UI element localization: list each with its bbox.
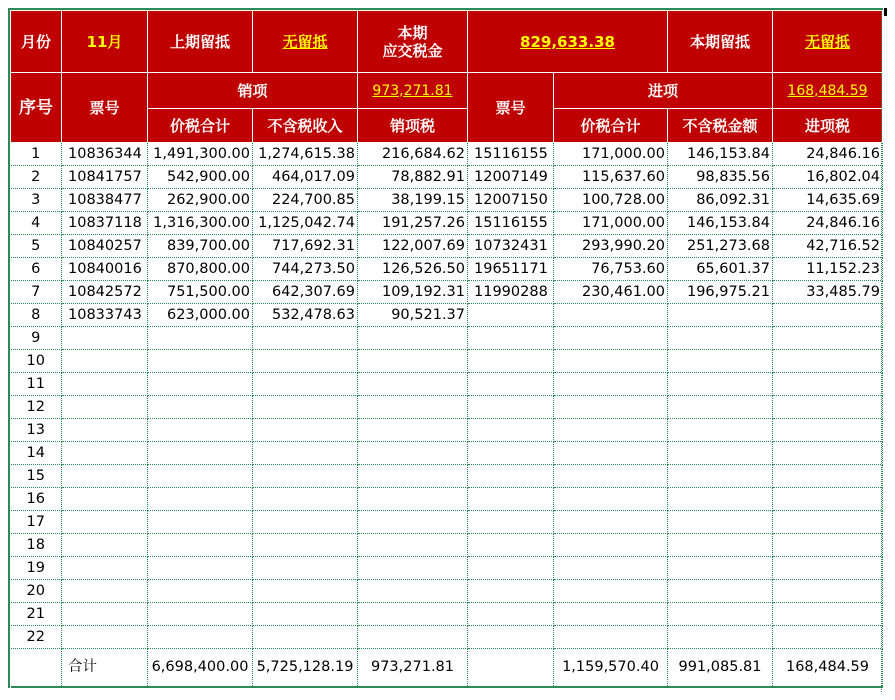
seq-header: 序号 [11, 73, 62, 143]
sales-invoice-cell[interactable] [62, 557, 148, 580]
purchase-gross-cell[interactable] [554, 465, 668, 488]
seq-cell[interactable]: 15 [11, 465, 62, 488]
table-row [11, 396, 883, 419]
sales-invoice-cell[interactable] [62, 327, 148, 350]
sales-net-cell[interactable]: 642,307.69 [253, 281, 358, 304]
header-block [11, 11, 883, 143]
sales-invoice-cell[interactable] [62, 465, 148, 488]
purchase-tax-cell[interactable] [773, 511, 883, 534]
purchase-invoice-cell[interactable]: 15116155 [468, 143, 554, 166]
sales-net-cell[interactable]: 532,478.63 [253, 304, 358, 327]
seq-cell[interactable]: 12 [11, 396, 62, 419]
sales-tax-cell[interactable] [358, 442, 468, 465]
purchase-gross-cell[interactable] [554, 511, 668, 534]
sales-tax-cell[interactable]: 109,192.31 [358, 281, 468, 304]
sales-tax-cell[interactable]: 126,526.50 [358, 258, 468, 281]
table-row [11, 258, 883, 281]
purchase-net-cell[interactable]: 86,092.31 [668, 189, 773, 212]
payable-value[interactable]: 829,633.38 [468, 11, 668, 73]
payable-label-line1: 本期 [397, 23, 428, 42]
purchase-invoice-cell[interactable] [468, 327, 554, 350]
totals-block [11, 649, 883, 688]
sales-net-cell[interactable] [253, 626, 358, 649]
sales-tax-cell[interactable] [358, 327, 468, 350]
purchase-invoice-cell[interactable] [468, 580, 554, 603]
purchase-invoice-cell[interactable] [468, 557, 554, 580]
seq-cell[interactable]: 10 [11, 350, 62, 373]
sales-gross-cell[interactable]: 623,000.00 [148, 304, 253, 327]
sales-tax-cell[interactable] [358, 465, 468, 488]
sales-gross-cell[interactable]: 262,900.00 [148, 189, 253, 212]
table-row [11, 304, 883, 327]
seq-cell[interactable]: 17 [11, 511, 62, 534]
sales-tax-cell[interactable] [358, 557, 468, 580]
purchase-net-cell[interactable]: 251,273.68 [668, 235, 773, 258]
purchase-group-header: 进项 [554, 73, 773, 109]
purchase-gross-cell[interactable] [554, 603, 668, 626]
purchase-invoice-cell[interactable]: 11990288 [468, 281, 554, 304]
sales-gross-cell[interactable] [148, 511, 253, 534]
sales-group-header: 销项 [148, 73, 358, 109]
purchase-gross-cell[interactable] [554, 373, 668, 396]
sales-tax-cell[interactable]: 122,007.69 [358, 235, 468, 258]
sales-net-cell[interactable] [253, 327, 358, 350]
curr-credit-value[interactable]: 无留抵 [773, 11, 883, 73]
sales-net-cell[interactable]: 1,125,042.74 [253, 212, 358, 235]
table-row [11, 212, 883, 235]
table-row [11, 281, 883, 304]
seq-cell[interactable]: 11 [11, 373, 62, 396]
sales-gross-cell[interactable] [148, 580, 253, 603]
sales-gross-cell[interactable] [148, 396, 253, 419]
total-sales-gross[interactable]: 6,698,400.00 [148, 649, 253, 688]
sales-gross-cell[interactable] [148, 373, 253, 396]
purchase-tax-cell[interactable] [773, 580, 883, 603]
sales-invoice-cell[interactable] [62, 442, 148, 465]
purchase-gross-cell[interactable]: 171,000.00 [554, 212, 668, 235]
sales-tax-cell[interactable]: 90,521.37 [358, 304, 468, 327]
sales-gross-cell[interactable] [148, 488, 253, 511]
sales-gross-header: 价税合计 [148, 109, 253, 143]
sales-tax-cell[interactable] [358, 488, 468, 511]
sales-tax-cell[interactable] [358, 419, 468, 442]
purchase-invoice-cell[interactable] [468, 419, 554, 442]
table-row [11, 189, 883, 212]
purchase-invoice-cell[interactable]: 12007150 [468, 189, 554, 212]
purchase-tax-cell[interactable] [773, 442, 883, 465]
purchase-tax-cell[interactable] [773, 557, 883, 580]
payable-label-line2: 应交税金 [382, 41, 443, 60]
sales-net-cell[interactable] [253, 350, 358, 373]
sales-invoice-cell[interactable] [62, 373, 148, 396]
purchase-invoice-cell[interactable] [468, 488, 554, 511]
fill-handle[interactable] [884, 8, 887, 16]
sales-invoice-cell[interactable]: 10837118 [62, 212, 148, 235]
tax-ledger-sheet [8, 8, 883, 688]
sales-gross-cell[interactable]: 1,491,300.00 [148, 143, 253, 166]
table-row [11, 350, 883, 373]
sales-net-cell[interactable] [253, 511, 358, 534]
sales-net-cell[interactable] [253, 580, 358, 603]
purchase-gross-cell[interactable] [554, 626, 668, 649]
seq-cell[interactable]: 8 [11, 304, 62, 327]
sales-net-header: 不含税收入 [253, 109, 358, 143]
purchase-gross-cell[interactable] [554, 350, 668, 373]
purchase-tax-cell[interactable]: 42,716.52 [773, 235, 883, 258]
table-row [11, 511, 883, 534]
purchase-net-cell[interactable] [668, 557, 773, 580]
purchase-invoice-cell[interactable] [468, 442, 554, 465]
seq-cell[interactable]: 2 [11, 166, 62, 189]
purchase-gross-cell[interactable] [554, 580, 668, 603]
seq-cell[interactable]: 20 [11, 580, 62, 603]
seq-cell[interactable]: 19 [11, 557, 62, 580]
month-value[interactable]: 11月 [62, 11, 148, 73]
purchase-tax-header: 进项税 [773, 109, 883, 143]
purchase-tax-cell[interactable] [773, 534, 883, 557]
purchase-tax-cell[interactable]: 33,485.79 [773, 281, 883, 304]
sales-total-value[interactable]: 973,271.81 [358, 73, 468, 109]
seq-cell[interactable]: 18 [11, 534, 62, 557]
sales-gross-cell[interactable] [148, 419, 253, 442]
sales-net-cell[interactable] [253, 419, 358, 442]
payable-label [358, 11, 468, 73]
sales-net-cell[interactable]: 1,274,615.38 [253, 143, 358, 166]
sales-net-cell[interactable] [253, 465, 358, 488]
totals-seq-cell[interactable] [11, 649, 62, 688]
purchase-invoice-cell[interactable] [468, 534, 554, 557]
purchase-net-header: 不含税金额 [668, 109, 773, 143]
purchase-total-value[interactable]: 168,484.59 [773, 73, 883, 109]
purchase-invoice-cell[interactable]: 15116155 [468, 212, 554, 235]
purchase-gross-cell[interactable] [554, 327, 668, 350]
sales-invoice-cell[interactable]: 10838477 [62, 189, 148, 212]
sales-gross-cell[interactable]: 542,900.00 [148, 166, 253, 189]
sales-net-cell[interactable]: 717,692.31 [253, 235, 358, 258]
purchase-invoice-cell[interactable] [468, 396, 554, 419]
sales-gross-cell[interactable] [148, 327, 253, 350]
sales-tax-cell[interactable] [358, 603, 468, 626]
sheet-right-edge [881, 8, 882, 692]
total-purchase-tax[interactable]: 168,484.59 [773, 649, 883, 688]
sales-net-cell[interactable] [253, 442, 358, 465]
purchase-gross-cell[interactable]: 171,000.00 [554, 143, 668, 166]
purchase-net-cell[interactable] [668, 419, 773, 442]
sales-gross-cell[interactable] [148, 557, 253, 580]
sales-tax-cell[interactable] [358, 396, 468, 419]
sales-gross-cell[interactable] [148, 350, 253, 373]
sales-invoice-cell[interactable] [62, 350, 148, 373]
purchase-gross-cell[interactable] [554, 488, 668, 511]
purchase-invoice-cell[interactable]: 19651171 [468, 258, 554, 281]
table-row [11, 143, 883, 166]
purchase-net-cell[interactable] [668, 465, 773, 488]
sales-gross-cell[interactable] [148, 534, 253, 557]
purchase-gross-cell[interactable] [554, 557, 668, 580]
seq-cell[interactable]: 9 [11, 327, 62, 350]
month-label: 月份 [11, 11, 62, 73]
purchase-gross-cell[interactable] [554, 442, 668, 465]
purchase-net-cell[interactable] [668, 396, 773, 419]
seq-cell[interactable]: 3 [11, 189, 62, 212]
total-purchase-gross[interactable]: 1,159,570.40 [554, 649, 668, 688]
curr-credit-label: 本期留抵 [668, 11, 773, 73]
seq-cell[interactable]: 4 [11, 212, 62, 235]
total-purchase-invoice[interactable] [468, 649, 554, 688]
sales-tax-cell[interactable] [358, 350, 468, 373]
purchase-net-cell[interactable]: 65,601.37 [668, 258, 773, 281]
total-sales-tax[interactable]: 973,271.81 [358, 649, 468, 688]
total-sales-net[interactable]: 5,725,128.19 [253, 649, 358, 688]
purchase-net-cell[interactable] [668, 304, 773, 327]
purchase-net-cell[interactable] [668, 442, 773, 465]
purchase-tax-cell[interactable]: 24,846.16 [773, 143, 883, 166]
purchase-net-cell[interactable]: 98,835.56 [668, 166, 773, 189]
purchase-tax-cell[interactable] [773, 419, 883, 442]
purchase-tax-cell[interactable] [773, 396, 883, 419]
sales-invoice-cell[interactable] [62, 626, 148, 649]
seq-cell[interactable]: 1 [11, 143, 62, 166]
purchase-net-cell[interactable] [668, 534, 773, 557]
purchase-invoice-cell[interactable] [468, 304, 554, 327]
purchase-net-cell[interactable] [668, 327, 773, 350]
sales-tax-cell[interactable] [358, 626, 468, 649]
sales-invoice-cell[interactable] [62, 511, 148, 534]
purchase-gross-cell[interactable]: 230,461.00 [554, 281, 668, 304]
purchase-tax-cell[interactable] [773, 626, 883, 649]
seq-cell[interactable]: 13 [11, 419, 62, 442]
purchase-invoice-cell[interactable] [468, 626, 554, 649]
seq-cell[interactable]: 14 [11, 442, 62, 465]
sales-tax-cell[interactable]: 38,199.15 [358, 189, 468, 212]
table-row [11, 419, 883, 442]
seq-cell[interactable]: 7 [11, 281, 62, 304]
seq-cell[interactable]: 6 [11, 258, 62, 281]
purchase-gross-cell[interactable] [554, 304, 668, 327]
sales-net-cell[interactable]: 464,017.09 [253, 166, 358, 189]
totals-row [11, 649, 883, 688]
purchase-tax-cell[interactable] [773, 465, 883, 488]
table-row [11, 557, 883, 580]
purchase-net-cell[interactable] [668, 373, 773, 396]
sales-invoice-cell[interactable]: 10840257 [62, 235, 148, 258]
sales-net-cell[interactable] [253, 373, 358, 396]
sales-net-cell[interactable]: 744,273.50 [253, 258, 358, 281]
table-row [11, 235, 883, 258]
purchase-gross-cell[interactable]: 76,753.60 [554, 258, 668, 281]
purchase-tax-cell[interactable]: 14,635.69 [773, 189, 883, 212]
sales-invoice-cell[interactable]: 10841757 [62, 166, 148, 189]
table-row [11, 327, 883, 350]
purchase-gross-cell[interactable] [554, 419, 668, 442]
sales-net-cell[interactable] [253, 396, 358, 419]
seq-cell[interactable]: 16 [11, 488, 62, 511]
prev-credit-label: 上期留抵 [148, 11, 253, 73]
purchase-gross-cell[interactable] [554, 396, 668, 419]
purchase-tax-cell[interactable] [773, 327, 883, 350]
sales-tax-cell[interactable] [358, 373, 468, 396]
table-row [11, 488, 883, 511]
sales-gross-cell[interactable] [148, 603, 253, 626]
purchase-gross-cell[interactable]: 293,990.20 [554, 235, 668, 258]
seq-cell[interactable]: 5 [11, 235, 62, 258]
purchase-gross-header: 价税合计 [554, 109, 668, 143]
purchase-tax-cell[interactable]: 11,152.23 [773, 258, 883, 281]
sales-tax-cell[interactable] [358, 580, 468, 603]
seq-cell[interactable]: 22 [11, 626, 62, 649]
table-row [11, 580, 883, 603]
sales-net-cell[interactable] [253, 603, 358, 626]
ledger-body [11, 143, 883, 649]
purchase-tax-cell[interactable] [773, 304, 883, 327]
sales-gross-cell[interactable] [148, 465, 253, 488]
sales-invoice-cell[interactable] [62, 488, 148, 511]
purchase-net-cell[interactable] [668, 580, 773, 603]
purchase-invoice-header: 票号 [468, 73, 554, 143]
sales-invoice-cell[interactable] [62, 396, 148, 419]
table-row [11, 603, 883, 626]
sales-gross-cell[interactable] [148, 626, 253, 649]
sales-gross-cell[interactable]: 751,500.00 [148, 281, 253, 304]
purchase-gross-cell[interactable] [554, 534, 668, 557]
purchase-net-cell[interactable] [668, 626, 773, 649]
sales-invoice-cell[interactable]: 10836344 [62, 143, 148, 166]
sales-invoice-cell[interactable]: 10840016 [62, 258, 148, 281]
table-row [11, 626, 883, 649]
sales-net-cell[interactable]: 224,700.85 [253, 189, 358, 212]
purchase-net-cell[interactable] [668, 511, 773, 534]
sales-net-cell[interactable] [253, 534, 358, 557]
purchase-gross-cell[interactable]: 115,637.60 [554, 166, 668, 189]
sales-invoice-header: 票号 [62, 73, 148, 143]
sales-gross-cell[interactable]: 870,800.00 [148, 258, 253, 281]
sales-net-cell[interactable] [253, 557, 358, 580]
table-row [11, 534, 883, 557]
sales-gross-cell[interactable]: 1,316,300.00 [148, 212, 253, 235]
sales-invoice-cell[interactable] [62, 580, 148, 603]
purchase-gross-cell[interactable]: 100,728.00 [554, 189, 668, 212]
sales-tax-cell[interactable]: 78,882.91 [358, 166, 468, 189]
sales-invoice-cell[interactable]: 10833743 [62, 304, 148, 327]
purchase-invoice-cell[interactable] [468, 511, 554, 534]
total-purchase-net[interactable]: 991,085.81 [668, 649, 773, 688]
purchase-invoice-cell[interactable] [468, 465, 554, 488]
purchase-tax-cell[interactable] [773, 350, 883, 373]
sales-tax-cell[interactable]: 191,257.26 [358, 212, 468, 235]
totals-label[interactable]: 合计 [62, 649, 148, 688]
purchase-net-cell[interactable] [668, 488, 773, 511]
sales-invoice-cell[interactable]: 10842572 [62, 281, 148, 304]
purchase-invoice-cell[interactable] [468, 350, 554, 373]
purchase-tax-cell[interactable] [773, 488, 883, 511]
table-row [11, 166, 883, 189]
purchase-net-cell[interactable] [668, 350, 773, 373]
sales-tax-cell[interactable] [358, 511, 468, 534]
purchase-net-cell[interactable]: 146,153.84 [668, 143, 773, 166]
sales-tax-cell[interactable] [358, 534, 468, 557]
sales-gross-cell[interactable] [148, 442, 253, 465]
purchase-tax-cell[interactable] [773, 603, 883, 626]
sales-tax-header: 销项税 [358, 109, 468, 143]
table-row [11, 373, 883, 396]
purchase-invoice-cell[interactable]: 12007149 [468, 166, 554, 189]
purchase-tax-cell[interactable]: 16,802.04 [773, 166, 883, 189]
purchase-invoice-cell[interactable]: 10732431 [468, 235, 554, 258]
purchase-invoice-cell[interactable] [468, 603, 554, 626]
purchase-tax-cell[interactable] [773, 373, 883, 396]
seq-cell[interactable]: 21 [11, 603, 62, 626]
prev-credit-value[interactable]: 无留抵 [253, 11, 358, 73]
table-row [11, 465, 883, 488]
tax-ledger-table [10, 10, 883, 688]
sales-invoice-cell[interactable] [62, 603, 148, 626]
purchase-net-cell[interactable]: 146,153.84 [668, 212, 773, 235]
purchase-net-cell[interactable] [668, 603, 773, 626]
purchase-net-cell[interactable]: 196,975.21 [668, 281, 773, 304]
sales-net-cell[interactable] [253, 488, 358, 511]
purchase-tax-cell[interactable]: 24,846.16 [773, 212, 883, 235]
sales-tax-cell[interactable]: 216,684.62 [358, 143, 468, 166]
sales-gross-cell[interactable]: 839,700.00 [148, 235, 253, 258]
sales-invoice-cell[interactable] [62, 419, 148, 442]
table-row [11, 442, 883, 465]
purchase-invoice-cell[interactable] [468, 373, 554, 396]
sales-invoice-cell[interactable] [62, 534, 148, 557]
